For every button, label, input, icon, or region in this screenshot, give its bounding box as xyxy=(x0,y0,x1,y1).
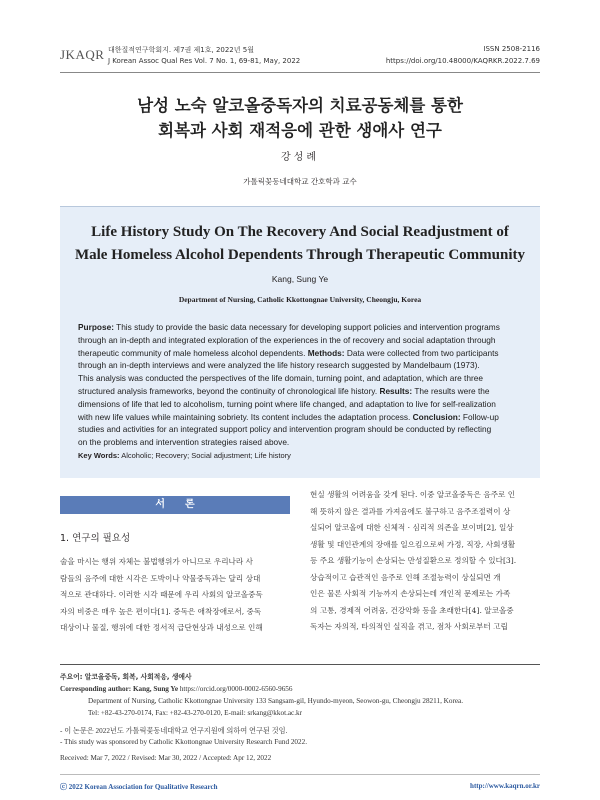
orcid-link[interactable]: https://orcid.org/0000-0002-6560-9656 xyxy=(178,685,293,693)
purpose-label: Purpose: xyxy=(78,322,114,332)
author-contact: Tel: +82-43-270-0174, Fax: +82-43-270-0120, E-mail: srkang@kkot.ac.kr xyxy=(88,709,303,717)
footnote-divider xyxy=(60,664,540,665)
body-column-left xyxy=(60,554,292,637)
author-address: Department of Nursing, Catholic Kkottongnae University 133 Sangsam-gil, Hyundo-myeon, Seowon-gu, Cheongju 28211, Korea. xyxy=(88,697,464,705)
body-line: 등 주요 생활기능이 손상되는 만성질환으로 정의할 수 있다[3]. xyxy=(310,556,517,565)
subsection-heading: 1. 연구의 필요성 xyxy=(60,533,131,544)
title-en-line: Male Homeless Alcohol Dependents Through Therapeutic Community xyxy=(74,247,526,263)
funding-note-en: - This study was sponsored by Catholic Kkottongnae University Research Fund 2022. xyxy=(60,738,308,746)
copyright: ⓒ 2022 Korean Association for Qualitative Research xyxy=(60,783,218,791)
affiliation-english: Department of Nursing, Catholic Kkottongnae University, Cheongju, Korea xyxy=(178,295,422,304)
body-line: 상습적이고 습관적인 음주로 인해 조절능력이 상실되면 개 xyxy=(310,572,501,582)
journal-logo: JKAQR xyxy=(60,47,105,62)
author-korean: 강성례 xyxy=(281,152,319,163)
funding-note-ko: - 이 논문은 2022년도 가톨릭꽃동네대학교 연구지원에 의하여 연구된 것임. xyxy=(60,727,288,735)
body-line: 자의 비중은 매우 높은 편이다[1]. 중독은 애착장애로서, 중독 xyxy=(60,606,262,616)
keywords-english: Key Words: Alcoholic; Recovery; Social adjustment; Life history xyxy=(78,451,291,460)
citation-ko: 대한질적연구학회지. 제7권 제1호, 2022년 5월 xyxy=(108,46,254,54)
body-line: 해 뜻하지 않은 결과를 가져옴에도 불구하고 음주조절력이 상 xyxy=(310,506,511,516)
issn: ISSN 2508-2116 xyxy=(483,45,540,53)
body-line: 대상이나 물질, 행위에 대한 정서적 급단현상과 내성으로 인해 xyxy=(60,623,263,632)
body-line: 술을 마시는 행위 자체는 불법행위가 아니므로 우리나라 사 xyxy=(60,557,253,566)
submission-dates: Received: Mar 7, 2022 / Revised: Mar 30, 2022 / Accepted: Apr 12, 2022 xyxy=(60,754,272,762)
abstract-text: Purpose: This study to provide the basic data necessary for developing support policies and intervention programs through an in-depth and integrated exploration of the experiences in the of recovery and social adaptation through therapeutic community of male homeless alcohol dependents. Methods: Data were collected from two participants through an in-depth interviews and were analyzed the life history research suggested by Mandelbaum (1973). This analysis was conducted the perspectives of the life domain, turning point, and adaptation, which are three structured analysis frameworks, beyond the continuity of chronological life history. Results: The results were the dimensions of life that led to alcoholism, turning point where life changed, and adaptation to live for self-realization with new life values while maintaining sobriety. Its content includes the adaptation process. Conclusion: Follow-up studies and activities for an integrated support policy and intervention program should be conducted by reflecting on the problems and intervention strategies raised above. xyxy=(78,322,500,448)
body-line: 인은 물론 사회적 기능까지 손상되는데 개인적 문제로는 가족 xyxy=(310,589,511,598)
header-divider xyxy=(60,72,540,73)
methods-label: Methods: xyxy=(307,347,345,358)
keywords-label: Key Words: xyxy=(78,451,120,460)
conclusion-label: Conclusion: xyxy=(412,411,461,422)
body-line: 생활 및 대인관계의 장애를 일으킴으로써 가정, 직장, 사회생활 xyxy=(310,539,516,549)
abstract-box xyxy=(60,206,540,478)
body-line: 독자는 자의적, 타의적인 실직을 겪고, 점차 사회로부터 고립 xyxy=(310,622,508,631)
body-line: 람들의 음주에 대한 시각은 도박이나 약물중독과는 달리 상대 xyxy=(60,573,261,583)
results-label: Results: xyxy=(379,385,413,396)
title-korean xyxy=(60,93,540,143)
author-english: Kang, Sung Ye xyxy=(271,274,329,284)
body-line: 실되어 알코올에 대한 신체적 · 심리적 의존을 보이며[2], 일상 xyxy=(310,523,514,532)
body-line: 의 고통, 경제적 어려움, 건강악화 등을 초래한다[4]. 알코올중 xyxy=(310,605,514,615)
body-line: 현실 생활의 어려움을 갖게 된다. 이중 알코올중독은 음주로 인 xyxy=(310,490,516,499)
keywords-korean: 주요어: 알코올중독, 회복, 사회적응, 생애사 xyxy=(60,673,192,681)
title-ko-line: 남성 노숙 알코올중독자의 치료공동체를 통한 xyxy=(137,96,463,115)
website-link[interactable]: http://www.kaqrn.or.kr xyxy=(470,782,540,790)
title-ko-line: 회복과 사회 재적응에 관한 생애사 연구 xyxy=(158,121,442,140)
section-heading-introduction: 서론 xyxy=(60,496,290,514)
body-column-right xyxy=(310,487,542,636)
doi-link[interactable]: https://doi.org/10.48000/KAQRKR.2022.7.69 xyxy=(385,57,540,65)
journal-header xyxy=(60,0,540,72)
footer-divider xyxy=(60,774,540,775)
title-en-line: Life History Study On The Recovery And Social Readjustment of xyxy=(91,224,509,240)
affiliation-korean: 가톨릭꽃동네대학교 간호학과 교수 xyxy=(243,177,357,186)
body-line: 적으로 관대하다. 이러한 시각 때문에 우리 사회의 알코올중독 xyxy=(60,590,263,599)
title-english xyxy=(60,221,540,267)
citation-en: J Korean Assoc Qual Res Vol. 7 No. 1, 69-81, May, 2022 xyxy=(108,57,301,65)
corresponding-author: Corresponding author: Kang, Sung Ye https://orcid.org/0000-0002-6560-9656 xyxy=(60,685,293,693)
